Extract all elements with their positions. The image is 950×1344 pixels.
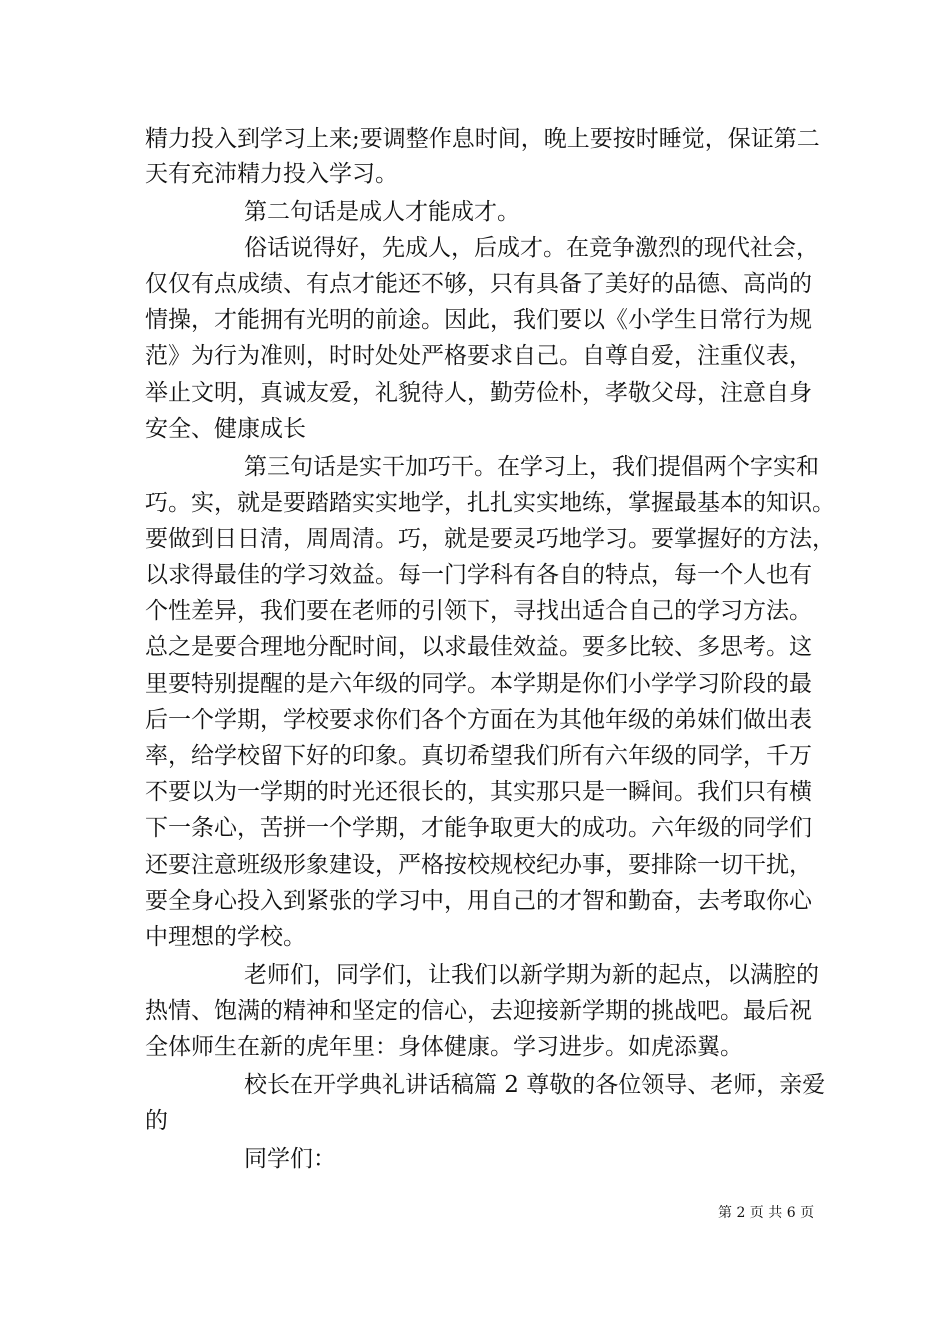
- page-number: 第 2 页 共 6 页: [718, 1205, 815, 1221]
- text-line: 老师们，同学们，让我们以新学期为新的起点，以满腔的: [244, 962, 819, 988]
- text-line: 第二句话是成人才能成才。: [244, 199, 520, 225]
- text-line: 天有充沛精力投入学习。: [145, 161, 398, 187]
- text-line: 校长在开学典礼讲话稿篇 2 尊敬的各位领导、老师，亲爱: [244, 1072, 826, 1098]
- text-line: 同学们：: [244, 1146, 336, 1172]
- text-line: 全体师生在新的虎年里：身体健康。学习进步。如虎添翼。: [145, 1034, 743, 1060]
- text-line: 安全、健康成长: [145, 416, 306, 442]
- text-line: 仅仅有点成绩、有点才能还不够，只有具备了美好的品德、高尚的: [145, 271, 812, 297]
- text-line: 以求得最佳的学习效益。每一门学科有各自的特点，每一个人也有: [145, 562, 812, 588]
- text-line: 不要以为一学期的时光还很长的，其实那只是一瞬间。我们只有横: [145, 779, 812, 805]
- text-line: 巧。实，就是要踏踏实实地学，扎扎实实地练，掌握最基本的知识。: [145, 490, 835, 516]
- text-line: 情操，才能拥有光明的前途。因此，我们要以《小学生日常行为规: [145, 307, 812, 333]
- text-line: 总之是要合理地分配时间，以求最佳效益。要多比较、多思考。这: [145, 634, 812, 660]
- text-line: 下一条心，苦拼一个学期，才能争取更大的成功。六年级的同学们: [145, 815, 812, 841]
- text-line: 个性差异，我们要在老师的引领下，寻找出适合自己的学习方法。: [145, 598, 812, 624]
- text-line: 俗话说得好，先成人，后成才。在竞争激烈的现代社会，: [244, 235, 819, 261]
- text-line: 里要特别提醒的是六年级的同学。本学期是你们小学学习阶段的最: [145, 671, 812, 697]
- text-line: 范》为行为准则，时时处处严格要求自己。自尊自爱，注重仪表，: [145, 343, 812, 369]
- text-line: 的: [145, 1108, 168, 1134]
- text-line: 热情、饱满的精神和坚定的信心，去迎接新学期的挑战吧。最后祝: [145, 998, 812, 1024]
- text-line: 中理想的学校。: [145, 924, 306, 950]
- text-line: 举止文明，真诚友爱，礼貌待人，勤劳俭朴，孝敬父母，注意自身: [145, 380, 812, 406]
- text-line: 要全身心投入到紧张的学习中，用自己的才智和勤奋，去考取你心: [145, 888, 812, 914]
- text-line: 第三句话是实干加巧干。在学习上，我们提倡两个字实和: [244, 454, 819, 480]
- text-line: 要做到日日清，周周清。巧，就是要灵巧地学习。要掌握好的方法，: [145, 526, 835, 552]
- text-line: 精力投入到学习上来;要调整作息时间，晚上要按时睡觉，保证第二: [145, 126, 820, 152]
- text-line: 还要注意班级形象建设，严格按校规校纪办事，要排除一切干扰，: [145, 852, 812, 878]
- text-line: 率，给学校留下好的印象。真切希望我们所有六年级的同学，千万: [145, 743, 812, 769]
- text-line: 后一个学期，学校要求你们各个方面在为其他年级的弟妹们做出表: [145, 707, 812, 733]
